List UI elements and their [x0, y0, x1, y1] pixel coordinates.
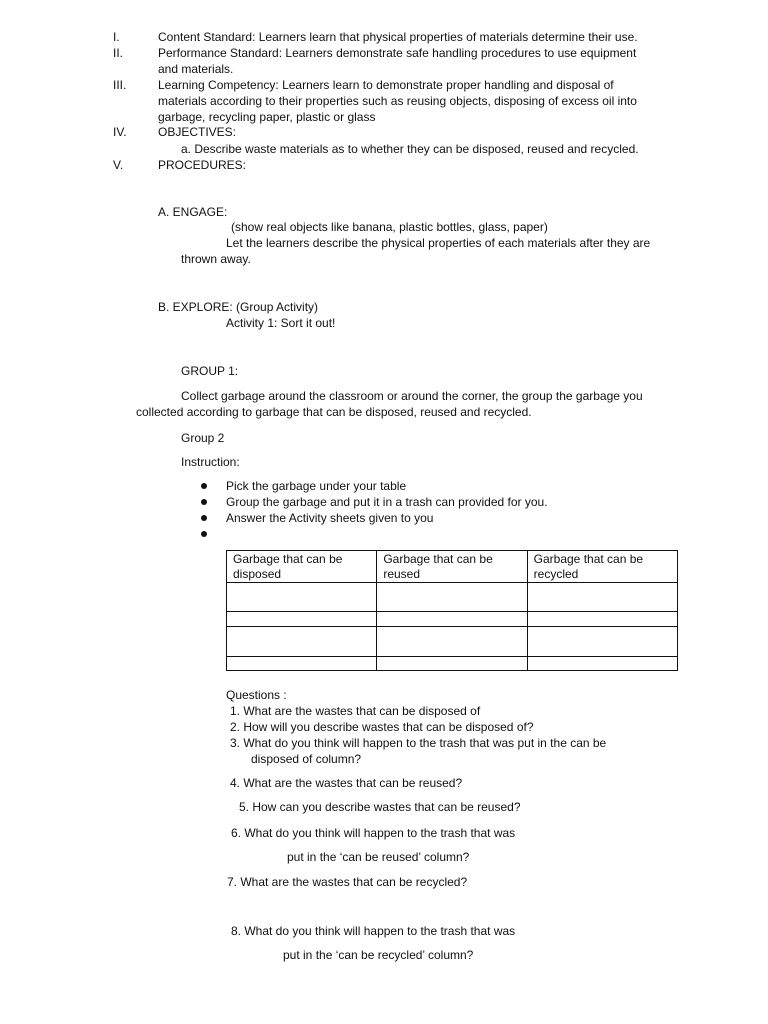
bullet-icon: [201, 531, 207, 537]
table-row: [227, 612, 678, 627]
header-disposed: Garbage that can be disposed: [227, 551, 377, 583]
table-row: [227, 583, 678, 612]
performance-standard: Performance Standard: Learners demonstrate safe handling procedures to use equipment: [158, 46, 637, 60]
question-5: 5. How can you describe wastes that can be reused?: [239, 800, 521, 814]
engage-instruction-cont: thrown away.: [181, 252, 251, 266]
table-header-row: [227, 551, 678, 583]
question-6: 6. What do you think will happen to the trash that was: [231, 826, 516, 840]
outline-numeral: III.: [113, 78, 127, 92]
question-2: 2. How will you describe wastes that can be disposed of?: [230, 720, 534, 734]
group1-heading: GROUP 1:: [181, 364, 239, 378]
explore-heading: B. EXPLORE: (Group Activity): [158, 300, 319, 314]
bullet-item: Pick the garbage under your table: [226, 479, 407, 493]
content-standard: Content Standard: Learners learn that physical properties of materials determine their use.: [158, 30, 638, 44]
questions-heading: Questions :: [226, 688, 287, 702]
engage-heading: A. ENGAGE:: [158, 205, 228, 219]
question-6-cont: put in the ‘can be reused’ column?: [287, 850, 470, 864]
bullet-icon: [201, 499, 207, 505]
question-3: 3. What do you think will happen to the trash that was put in the can be: [230, 736, 607, 750]
table-cell[interactable]: [377, 657, 527, 671]
question-8: 8. What do you think will happen to the trash that was: [231, 924, 516, 938]
table-cell[interactable]: [527, 612, 677, 627]
objective-a: a. Describe waste materials as to whether they can be disposed, reused and recycled.: [181, 142, 639, 156]
learning-competency: Learning Competency: Learners learn to demonstrate proper handling and disposal of: [158, 78, 614, 92]
bullet-icon: [201, 515, 207, 521]
bullet-icon: [201, 483, 207, 489]
procedures-heading: PROCEDURES:: [158, 158, 247, 172]
group1-instruction-cont: collected according to garbage that can be disposed, reused and recycled.: [136, 405, 532, 419]
header-reused: Garbage that can be reused: [377, 551, 527, 583]
outline-numeral: IV.: [113, 125, 127, 139]
activity-title: Activity 1: Sort it out!: [226, 316, 336, 330]
performance-standard-cont: and materials.: [158, 62, 234, 76]
table-row: [227, 657, 678, 671]
outline-numeral: I.: [113, 30, 120, 44]
table-row: [227, 627, 678, 657]
engage-materials: (show real objects like banana, plastic bottles, glass, paper): [231, 220, 548, 234]
question-7: 7. What are the wastes that can be recycled?: [227, 875, 468, 889]
bullet-item: Answer the Activity sheets given to you: [226, 511, 434, 525]
bullet-item: Group the garbage and put it in a trash can provided for you.: [226, 495, 548, 509]
group2-heading: Group 2: [181, 431, 225, 445]
table-cell[interactable]: [227, 612, 377, 627]
question-8-cont: put in the ‘can be recycled’ column?: [283, 948, 474, 962]
table-cell[interactable]: [227, 627, 377, 657]
table-cell[interactable]: [377, 583, 527, 612]
table-cell[interactable]: [377, 627, 527, 657]
table-cell[interactable]: [227, 657, 377, 671]
outline-numeral: V.: [113, 158, 124, 172]
activity-sheet-table: [226, 550, 678, 671]
learning-competency-cont: materials according to their properties such as reusing objects, disposing of excess oil into: [158, 94, 637, 108]
header-recycled: Garbage that can be recycled: [527, 551, 677, 583]
table-cell[interactable]: [377, 612, 527, 627]
question-3-cont: disposed of column?: [251, 752, 362, 766]
table-cell[interactable]: [527, 627, 677, 657]
question-4: 4. What are the wastes that can be reused?: [230, 776, 463, 790]
engage-instruction: Let the learners describe the physical properties of each materials after they are: [226, 236, 651, 250]
learning-competency-cont: garbage, recycling paper, plastic or glass: [158, 110, 376, 124]
table-cell[interactable]: [527, 583, 677, 612]
table-cell[interactable]: [227, 583, 377, 612]
group1-instruction: Collect garbage around the classroom or around the corner, the group the garbage you: [181, 389, 643, 403]
objectives-heading: OBJECTIVES:: [158, 125, 237, 139]
table-cell[interactable]: [527, 657, 677, 671]
outline-numeral: II.: [113, 46, 124, 60]
question-1: 1. What are the wastes that can be disposed of: [230, 704, 481, 718]
instruction-label: Instruction:: [181, 455, 240, 469]
